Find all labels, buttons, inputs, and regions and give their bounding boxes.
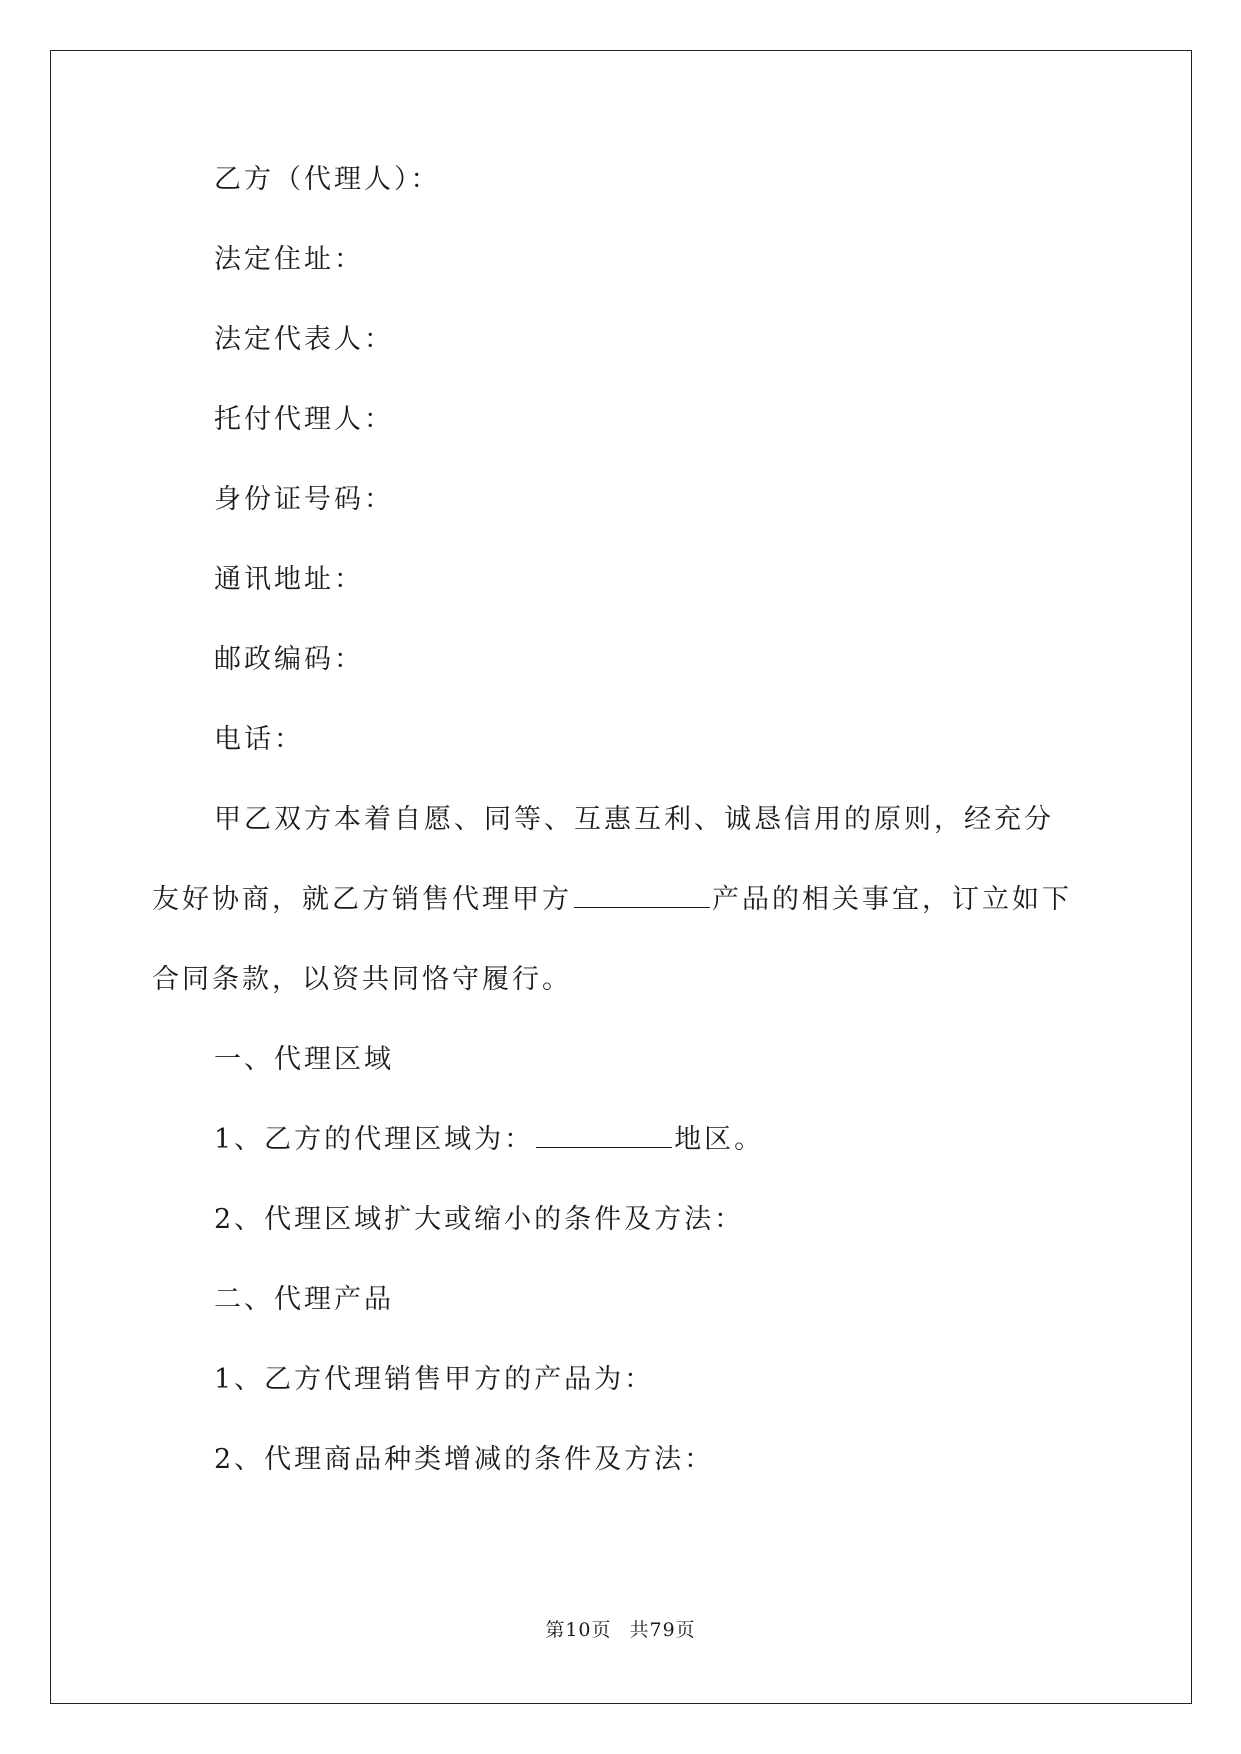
section-1-item-2: 2、代理区域扩大或缩小的条件及方法： bbox=[214, 1204, 745, 1235]
legal-representative-label: 法定代表人： bbox=[214, 324, 394, 355]
section-2-item-2: 2、代理商品种类增减的条件及方法： bbox=[214, 1444, 715, 1475]
total-page-count: 共79页 bbox=[629, 1619, 696, 1641]
principle-line-1: 甲乙双方本着自愿、同等、互惠互利、诚恳信用的原则，经充分 bbox=[214, 804, 1054, 835]
region-blank bbox=[536, 1121, 672, 1148]
entrusted-agent-label: 托付代理人： bbox=[214, 404, 394, 435]
mailing-address-label: 通讯地址： bbox=[214, 564, 364, 595]
principle-line-2-after: 产品的相关事宜，订立如下 bbox=[712, 884, 1072, 915]
section-1-item-1-before: 1、乙方的代理区域为： bbox=[214, 1124, 535, 1155]
section-2-heading: 二、代理产品 bbox=[214, 1284, 394, 1315]
principle-line-2-before: 友好协商，就乙方销售代理甲方 bbox=[152, 884, 572, 915]
page-footer bbox=[0, 1615, 1241, 1642]
document-body bbox=[152, 160, 1092, 1520]
principle-line-2 bbox=[152, 880, 1092, 920]
section-1-heading: 一、代理区域 bbox=[214, 1044, 394, 1075]
id-number-label: 身份证号码： bbox=[214, 484, 394, 515]
product-blank bbox=[574, 881, 710, 908]
principle-line-3: 合同条款，以资共同恪守履行。 bbox=[152, 964, 572, 995]
section-1-item-1-after: 地区。 bbox=[674, 1124, 765, 1155]
section-1-item-1 bbox=[152, 1120, 1092, 1160]
principle-paragraph bbox=[152, 800, 1092, 1000]
phone-label: 电话： bbox=[214, 724, 304, 755]
party-b-label: 乙方（代理人）： bbox=[214, 164, 441, 195]
legal-address-label: 法定住址： bbox=[214, 244, 364, 275]
section-2-item-1: 1、乙方代理销售甲方的产品为： bbox=[214, 1364, 655, 1395]
current-page-number: 第10页 bbox=[545, 1619, 612, 1641]
postal-code-label: 邮政编码： bbox=[214, 644, 364, 675]
